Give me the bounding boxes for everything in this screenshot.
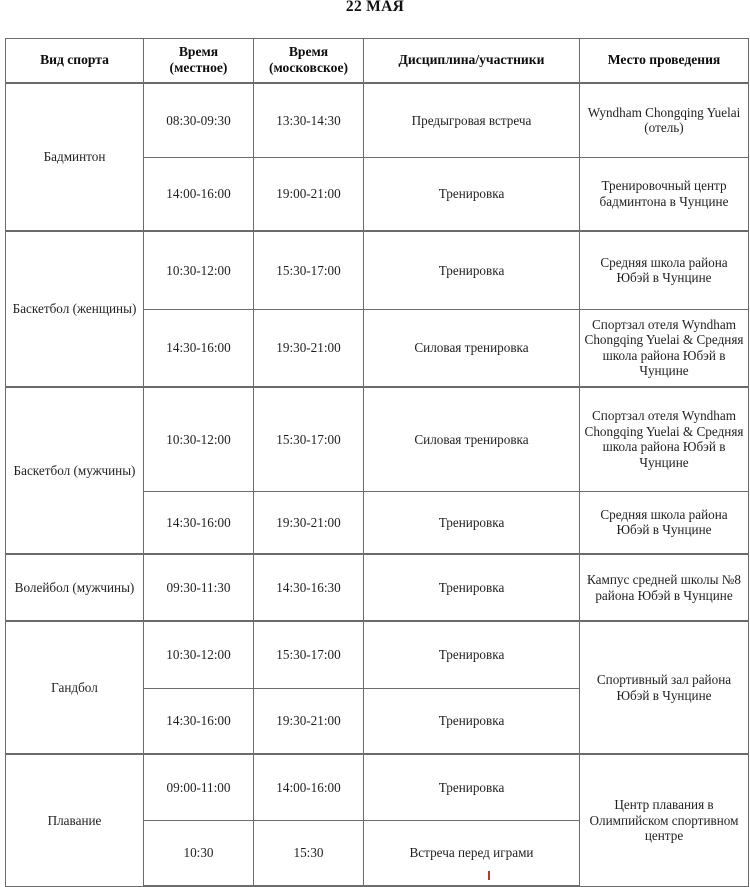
cell-local-time: 09:30-11:30 [144,554,254,621]
cell-sport: Баскетбол (женщины) [6,231,144,387]
column-header-local-time-line1: Время [178,44,219,59]
cell-discipline: Встреча перед играми [364,820,580,886]
cell-sport: Бадминтон [6,83,144,231]
column-header-moscow-time [254,39,364,84]
cell-venue: Центр плавания в Олимпийском спортивном центре [580,754,749,886]
cell-local-time: 10:30 [144,820,254,886]
cell-venue: Средняя школа района Юбэй в Чунцине [580,231,749,309]
border-artifact-mark [488,871,490,880]
cell-discipline: Тренировка [364,554,580,621]
table-row [6,621,749,688]
cell-sport: Плавание [6,754,144,886]
column-header-local-time [144,39,254,84]
cell-discipline: Силовая тренировка [364,309,580,387]
cell-moscow-time: 15:30-17:00 [254,621,364,688]
schedule-table-container [5,38,748,887]
cell-moscow-time: 15:30-17:00 [254,231,364,309]
cell-discipline: Тренировка [364,621,580,688]
cell-discipline: Тренировка [364,491,580,554]
cell-venue: Кампус средней школы №8 района Юбэй в Чунцине [580,554,749,621]
cell-sport: Волейбол (мужчины) [6,554,144,621]
cell-venue: Средняя школа района Юбэй в Чунцине [580,491,749,554]
table-row [6,231,749,309]
cell-local-time: 14:30-16:00 [144,309,254,387]
cell-discipline: Тренировка [364,754,580,820]
table-row [6,83,749,157]
column-header-moscow-time-line2: (московское) [268,60,349,76]
column-header-local-time-line2: (местное) [169,60,228,76]
column-header-sport-label: Вид спорта [40,52,109,68]
table-body [6,83,749,886]
cell-discipline: Тренировка [364,157,580,231]
cell-venue: Спортзал отеля Wyndham Chongqing Yuelai & Средняя школа района Юбэй в Чунцине [580,387,749,491]
cell-sport: Гандбол [6,621,144,754]
cell-venue: Wyndham Chongqing Yuelai (отель) [580,83,749,157]
cell-local-time: 09:00-11:00 [144,754,254,820]
cell-discipline: Тренировка [364,231,580,309]
cell-discipline: Предыгровая встреча [364,83,580,157]
cell-moscow-time: 14:30-16:30 [254,554,364,621]
cell-moscow-time: 14:00-16:00 [254,754,364,820]
cell-moscow-time: 19:30-21:00 [254,491,364,554]
table-header-row [6,39,749,84]
column-header-venue [580,39,749,84]
cell-local-time: 14:30-16:00 [144,491,254,554]
cell-local-time: 10:30-12:00 [144,231,254,309]
cell-local-time: 08:30-09:30 [144,83,254,157]
cell-local-time: 10:30-12:00 [144,621,254,688]
cell-moscow-time: 15:30 [254,820,364,886]
cell-moscow-time: 19:00-21:00 [254,157,364,231]
column-header-discipline-label: Дисциплина/участники [398,52,545,68]
cell-discipline: Силовая тренировка [364,387,580,491]
cell-moscow-time: 13:30-14:30 [254,83,364,157]
page-title: 22 МАЯ [345,0,405,15]
column-header-moscow-time-line1: Время [288,44,329,59]
cell-moscow-time: 15:30-17:00 [254,387,364,491]
cell-venue: Тренировочный центр бадминтона в Чунцине [580,157,749,231]
cell-venue: Спортивный зал района Юбэй в Чунцине [580,621,749,754]
table-header [6,39,749,84]
column-header-discipline [364,39,580,84]
cell-moscow-time: 19:30-21:00 [254,688,364,754]
cell-discipline: Тренировка [364,688,580,754]
column-header-sport [6,39,144,84]
cell-venue: Спортзал отеля Wyndham Chongqing Yuelai & Средняя школа района Юбэй в Чунцине [580,309,749,387]
schedule-table [5,38,749,887]
cell-local-time: 10:30-12:00 [144,387,254,491]
cell-local-time: 14:00-16:00 [144,157,254,231]
table-row [6,387,749,491]
cell-local-time: 14:30-16:00 [144,688,254,754]
cell-moscow-time: 19:30-21:00 [254,309,364,387]
column-header-venue-label: Место проведения [607,52,721,68]
table-row [6,754,749,820]
table-row [6,554,749,621]
cell-sport: Баскетбол (мужчины) [6,387,144,554]
